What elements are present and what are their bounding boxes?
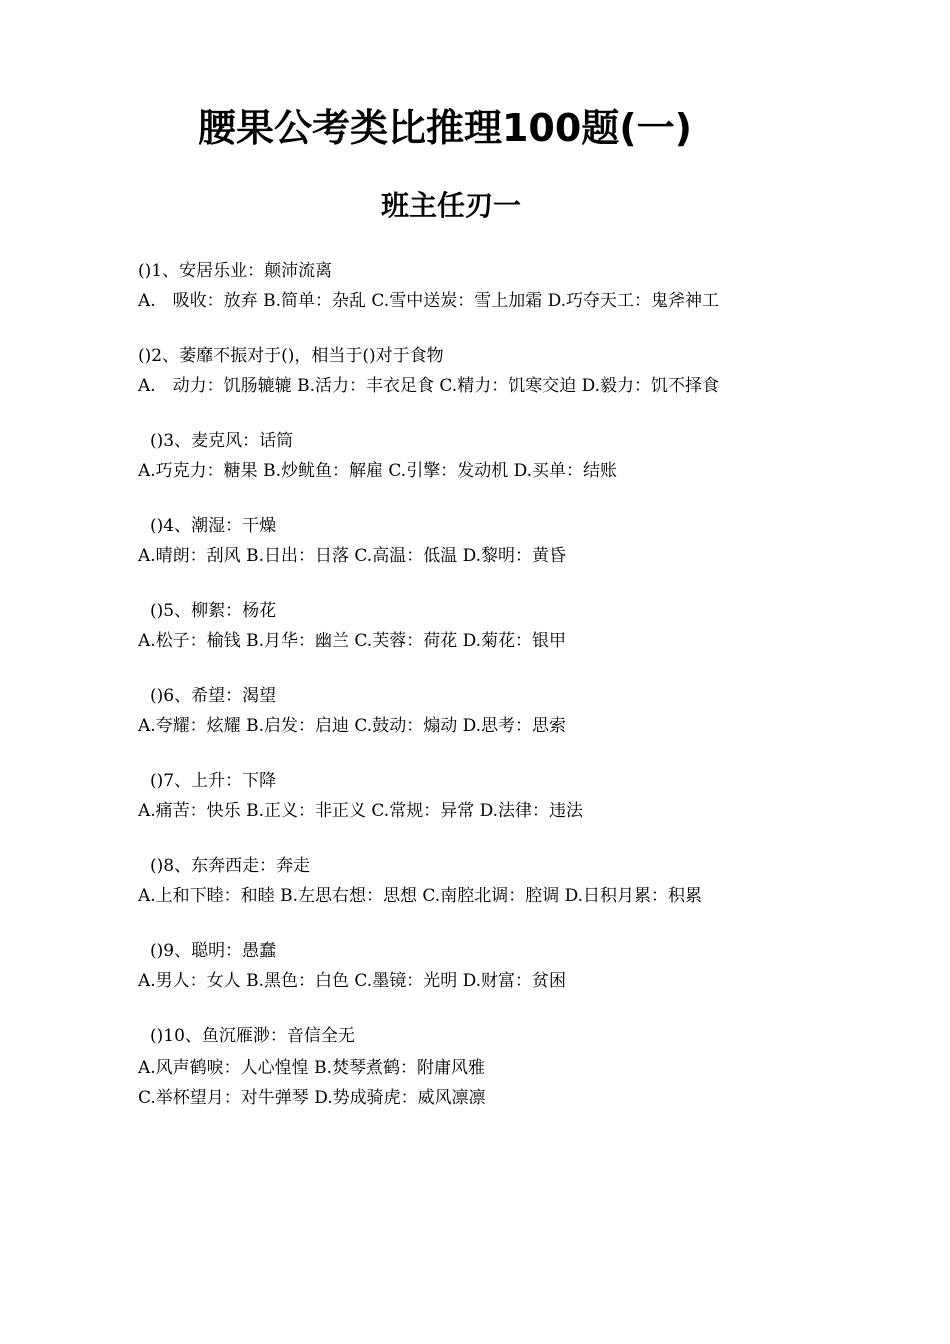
question-stem: ()5、柳絮：杨花 — [150, 601, 277, 621]
question-6 — [138, 681, 758, 739]
question-options: A.上和下睦：和睦 B.左思右想：思想 C.南腔北调：腔调 D.日积月累：积累 — [138, 886, 703, 906]
question-options: A.痛苦：快乐 B.正义：非正义 C.常规：异常 D.法律：违法 — [138, 801, 584, 821]
question-stem: ()4、潮湿：干燥 — [150, 516, 277, 536]
question-stem: ()1、安居乐业：颠沛流离 — [138, 261, 333, 281]
question-stem: ()9、聪明：愚蠢 — [150, 941, 277, 961]
question-stem: ()10、鱼沉雁渺：音信全无 — [150, 1026, 355, 1046]
document-title: 腰果公考类比推理100题(一) — [197, 106, 693, 150]
question-options: A.晴朗：刮风 B.日出：日落 C.高温：低温 D.黎明：黄昏 — [138, 546, 567, 566]
question-9 — [138, 936, 758, 994]
question-options: A. 动力：饥肠辘辘 B.活力：丰衣足食 C.精力：饥寒交迫 D.毅力：饥不择食 — [138, 376, 720, 396]
question-options: A.巧克力：糖果 B.炒鱿鱼：解雇 C.引擎：发动机 D.买单：结账 — [138, 461, 618, 481]
question-options — [138, 1051, 758, 1113]
question-options-line: A.风声鹤唳：人心惶惶 B.焚琴煮鹤：附庸风雅 — [138, 1058, 485, 1078]
question-stem: ()3、麦克风：话筒 — [150, 431, 294, 451]
question-stem: ()6、希望：渴望 — [150, 686, 277, 706]
question-options-line: C.举杯望月：对牛弹琴 D.势成骑虎：威风凛凛 — [138, 1088, 486, 1108]
question-8 — [138, 851, 758, 909]
question-10 — [138, 1021, 758, 1113]
question-options: A.男人：女人 B.黑色：白色 C.墨镜：光明 D.财富：贫困 — [138, 971, 567, 991]
question-2 — [138, 341, 758, 399]
question-options: A.夸耀：炫耀 B.启发：启迪 C.鼓动：煽动 D.思考：思索 — [138, 716, 567, 736]
question-options: A. 吸收：放弃 B.简单：杂乱 C.雪中送炭：雪上加霜 D.巧夺天工：鬼斧神工 — [138, 291, 720, 311]
question-list — [138, 256, 758, 1140]
question-stem: ()7、上升：下降 — [150, 771, 277, 791]
question-5 — [138, 596, 758, 654]
question-7 — [138, 766, 758, 824]
question-3 — [138, 426, 758, 484]
question-stem: ()2、萎靡不振对于()，相当于()对于食物 — [138, 346, 444, 366]
question-options: A.松子：榆钱 B.月华：幽兰 C.芙蓉：荷花 D.菊花：银甲 — [138, 631, 567, 651]
question-stem: ()8、东奔西走：奔走 — [150, 856, 311, 876]
question-4 — [138, 511, 758, 569]
document-author: 班主任刃一 — [380, 189, 521, 222]
question-1 — [138, 256, 758, 314]
